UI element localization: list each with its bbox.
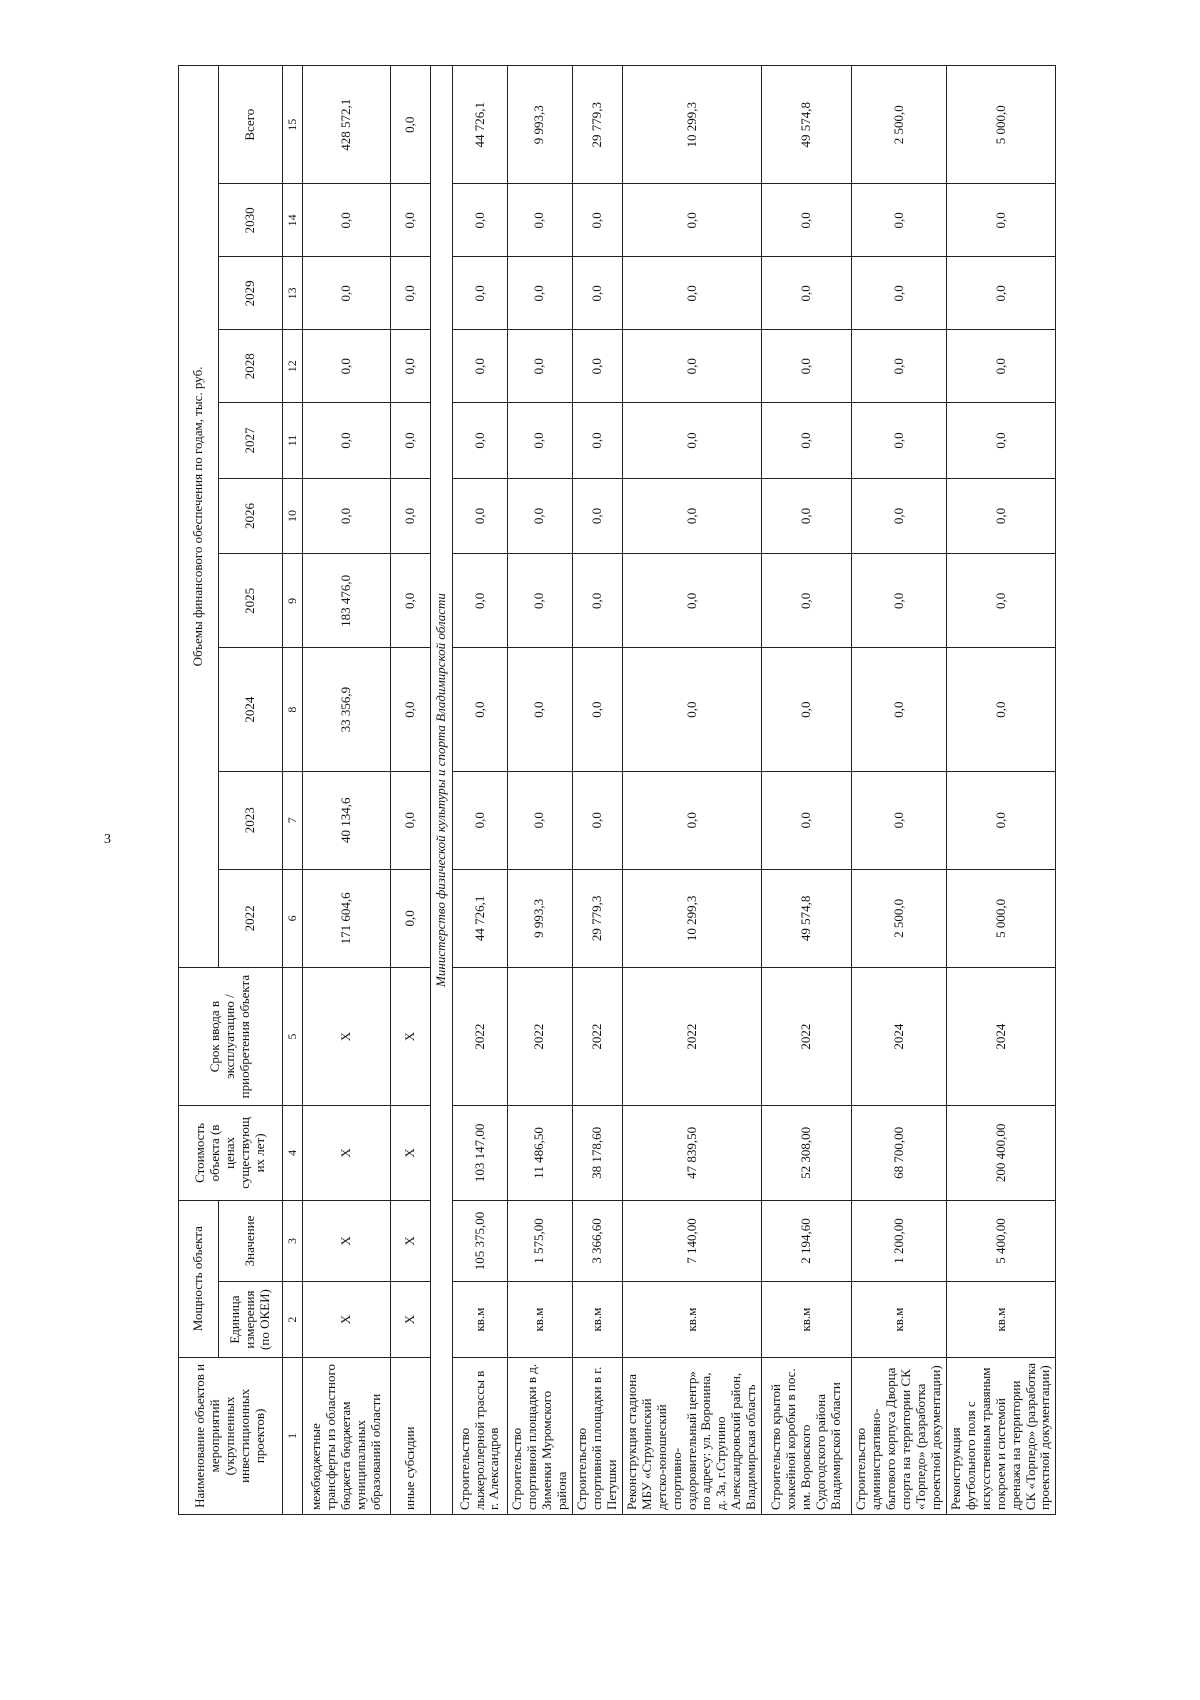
row-year-value: 0,0	[572, 403, 622, 478]
col-number: 14	[283, 184, 303, 257]
row-year-value: 0,0	[762, 554, 852, 648]
row-year-value: 0,0	[303, 184, 391, 257]
row-value: Х	[303, 1200, 391, 1282]
table-row	[852, 66, 947, 1515]
row-total: 9 993,3	[508, 66, 573, 184]
row-year-value: 0,0	[946, 403, 1056, 478]
row-year-value: 0,0	[622, 403, 761, 478]
section-title: Министерство физической культуры и спорта Владимирской области	[431, 66, 453, 1515]
col-number: 3	[283, 1200, 303, 1282]
row-total: 29 779,3	[572, 66, 622, 184]
row-year-value: 0,0	[391, 478, 431, 553]
row-unit: кв.м	[946, 1282, 1056, 1357]
col-number: 9	[283, 554, 303, 648]
row-term: 2022	[453, 967, 508, 1105]
row-year-value: 0,0	[852, 257, 947, 330]
row-year-value: 0,0	[303, 403, 391, 478]
col-number: 13	[283, 257, 303, 330]
row-year-value: 0,0	[852, 478, 947, 553]
row-name: Реконструкция стадиона МБУ «Струнинский детско-юношеский спортивно-оздоровительный центр» по адресу: ул. Воронина, д. 3а, г.Струнино Александровский район, Владимирская область	[622, 1357, 761, 1514]
row-name: Строительство спортивной площадки в д. Зименки Муромского района	[508, 1357, 573, 1514]
row-cost: 68 700,00	[852, 1106, 947, 1200]
table-row	[946, 66, 1056, 1515]
row-year-value: 0,0	[453, 771, 508, 869]
header-funding: Объемы финансового обеспечения по годам, тыс. руб.	[179, 66, 219, 968]
row-cost: Х	[391, 1106, 431, 1200]
row-cost: 52 308,00	[762, 1106, 852, 1200]
row-year-value: 0,0	[852, 330, 947, 403]
row-year-value: 10 299,3	[622, 869, 761, 967]
table-row	[622, 66, 761, 1515]
table-row	[572, 66, 622, 1515]
row-year-value: 0,0	[572, 648, 622, 771]
row-unit: кв.м	[622, 1282, 761, 1357]
row-value: Х	[391, 1200, 431, 1282]
table-row	[303, 66, 391, 1515]
row-year-value: 0,0	[391, 403, 431, 478]
row-value: 7 140,00	[622, 1200, 761, 1282]
row-year-value: 9 993,3	[508, 869, 573, 967]
row-cost: 38 178,60	[572, 1106, 622, 1200]
row-year-value: 0,0	[453, 184, 508, 257]
row-year-value: 0,0	[391, 554, 431, 648]
row-name: Строительство административно-бытового корпуса Дворца спорта на территории СК «Торпедо» (разработка проектной документации)	[852, 1357, 947, 1514]
row-year-value: 0,0	[762, 478, 852, 553]
col-number: 12	[283, 330, 303, 403]
row-year-value: 0,0	[453, 403, 508, 478]
row-unit: Х	[391, 1282, 431, 1357]
row-year-value: 0,0	[391, 257, 431, 330]
row-unit: Х	[303, 1282, 391, 1357]
table-row	[453, 66, 508, 1515]
row-year-value: 0,0	[622, 648, 761, 771]
row-cost: 47 839,50	[622, 1106, 761, 1200]
header-year: 2027	[219, 403, 283, 478]
row-year-value: 0,0	[852, 403, 947, 478]
row-year-value: 40 134,6	[303, 771, 391, 869]
row-year-value: 0,0	[762, 771, 852, 869]
row-total: 44 726,1	[453, 66, 508, 184]
financing-table	[178, 65, 1056, 1515]
row-year-value: 0,0	[852, 771, 947, 869]
row-name: Реконструкция футбольного поля с искусственным травяным покроем и системой дренажа на территории СК «Торпедо» (разработка проектной документации)	[946, 1357, 1056, 1514]
row-year-value: 0,0	[453, 257, 508, 330]
row-year-value: 0,0	[508, 257, 573, 330]
row-year-value: 0,0	[508, 403, 573, 478]
row-term: 2022	[572, 967, 622, 1105]
row-unit: кв.м	[572, 1282, 622, 1357]
row-year-value: 0,0	[946, 771, 1056, 869]
row-year-value: 0,0	[946, 184, 1056, 257]
row-total: 49 574,8	[762, 66, 852, 184]
row-year-value: 171 604,6	[303, 869, 391, 967]
row-term: 2024	[946, 967, 1056, 1105]
rotated-table-wrapper	[178, 65, 1053, 1515]
col-number: 6	[283, 869, 303, 967]
header-capacity: Мощность объекта	[179, 1200, 219, 1357]
row-year-value: 0,0	[852, 184, 947, 257]
row-year-value: 0,0	[572, 184, 622, 257]
row-year-value: 0,0	[946, 257, 1056, 330]
row-year-value: 0,0	[303, 257, 391, 330]
row-year-value: 29 779,3	[572, 869, 622, 967]
row-year-value: 0,0	[946, 554, 1056, 648]
row-year-value: 0,0	[852, 554, 947, 648]
row-year-value: 183 476,0	[303, 554, 391, 648]
row-year-value: 0,0	[622, 554, 761, 648]
row-year-value: 0,0	[391, 330, 431, 403]
row-value: 5 400,00	[946, 1200, 1056, 1282]
header-value: Значение	[219, 1200, 283, 1282]
header-year: 2028	[219, 330, 283, 403]
row-year-value: 0,0	[946, 478, 1056, 553]
row-name: Строительство крытой хоккейной коробки в пос. им. Воровского Судогодского района Владимирской области	[762, 1357, 852, 1514]
row-year-value: 0,0	[762, 184, 852, 257]
row-term: 2022	[762, 967, 852, 1105]
row-cost: Х	[303, 1106, 391, 1200]
row-value: 3 366,60	[572, 1200, 622, 1282]
col-number: 10	[283, 478, 303, 553]
row-year-value: 0,0	[508, 554, 573, 648]
row-year-value: 49 574,8	[762, 869, 852, 967]
row-year-value: 0,0	[622, 257, 761, 330]
row-year-value: 0,0	[572, 478, 622, 553]
row-year-value: 0,0	[622, 184, 761, 257]
header-year: 2029	[219, 257, 283, 330]
row-year-value: 0,0	[622, 478, 761, 553]
row-total: 428 572,1	[303, 66, 391, 184]
header-year: 2025	[219, 554, 283, 648]
col-number: 5	[283, 967, 303, 1105]
header-year: 2022	[219, 869, 283, 967]
row-value: 2 194,60	[762, 1200, 852, 1282]
header-year: 2023	[219, 771, 283, 869]
row-term: Х	[391, 967, 431, 1105]
row-year-value: 0,0	[572, 554, 622, 648]
col-number: 11	[283, 403, 303, 478]
row-unit: кв.м	[453, 1282, 508, 1357]
header-total: Всего	[219, 66, 283, 184]
row-year-value: 0,0	[572, 257, 622, 330]
row-year-value: 0,0	[946, 330, 1056, 403]
row-name: иные субсидии	[391, 1357, 431, 1514]
row-year-value: 0,0	[622, 330, 761, 403]
row-value: 1 575,00	[508, 1200, 573, 1282]
row-year-value: 0,0	[762, 403, 852, 478]
row-name: межбюджетные трансферты из областного бюджета бюджетам муниципальных образований области	[303, 1357, 391, 1514]
header-year: 2030	[219, 184, 283, 257]
col-number: 8	[283, 648, 303, 771]
header-term: Срок ввода в эксплуатацию / приобретения объекта	[179, 967, 283, 1105]
table-row	[508, 66, 573, 1515]
row-year-value: 0,0	[572, 330, 622, 403]
row-unit: кв.м	[762, 1282, 852, 1357]
row-year-value: 0,0	[303, 330, 391, 403]
row-term: 2022	[622, 967, 761, 1105]
row-cost: 103 147,00	[453, 1106, 508, 1200]
row-year-value: 0,0	[391, 184, 431, 257]
row-year-value: 0,0	[508, 184, 573, 257]
row-year-value: 0,0	[453, 648, 508, 771]
header-cost: Стоимость объекта (в ценах существующ их лет)	[179, 1106, 283, 1200]
row-year-value: 2 500,0	[852, 869, 947, 967]
row-name: Строительство лыжероллерной трассы в г. Александров	[453, 1357, 508, 1514]
row-year-value: 0,0	[508, 771, 573, 869]
row-year-value: 0,0	[852, 648, 947, 771]
col-number: 7	[283, 771, 303, 869]
row-year-value: 0,0	[508, 648, 573, 771]
row-year-value: 0,0	[508, 478, 573, 553]
row-year-value: 0,0	[946, 648, 1056, 771]
row-value: 1 200,00	[852, 1200, 947, 1282]
row-year-value: 5 000,0	[946, 869, 1056, 967]
row-year-value: 0,0	[303, 478, 391, 553]
row-year-value: 0,0	[762, 330, 852, 403]
row-cost: 11 486,50	[508, 1106, 573, 1200]
row-term: 2022	[508, 967, 573, 1105]
row-year-value: 0,0	[622, 771, 761, 869]
row-term: 2024	[852, 967, 947, 1105]
row-total: 10 299,3	[622, 66, 761, 184]
col-number: 4	[283, 1106, 303, 1200]
row-year-value: 0,0	[453, 330, 508, 403]
page-number: 3	[104, 832, 111, 847]
row-total: 0,0	[391, 66, 431, 184]
row-year-value: 33 356,9	[303, 648, 391, 771]
col-number: 2	[283, 1282, 303, 1357]
row-total: 5 000,0	[946, 66, 1056, 184]
row-unit: кв.м	[508, 1282, 573, 1357]
header-year: 2026	[219, 478, 283, 553]
row-name: Строительство спортивной площадки в г. Петушки	[572, 1357, 622, 1514]
col-number: 1	[283, 1357, 303, 1514]
header-name: Наименование объектов и мероприятий (укрупненных инвестиционных проектов)	[179, 1357, 283, 1514]
row-year-value: 0,0	[453, 554, 508, 648]
row-unit: кв.м	[852, 1282, 947, 1357]
row-year-value: 0,0	[572, 771, 622, 869]
row-year-value: 0,0	[762, 257, 852, 330]
header-year: 2024	[219, 648, 283, 771]
row-year-value: 0,0	[391, 869, 431, 967]
table-row	[391, 66, 431, 1515]
row-year-value: 0,0	[453, 478, 508, 553]
row-year-value: 44 726,1	[453, 869, 508, 967]
header-unit: Единица измерения (по ОКЕИ)	[219, 1282, 283, 1357]
row-term: Х	[303, 967, 391, 1105]
row-year-value: 0,0	[508, 330, 573, 403]
row-year-value: 0,0	[391, 771, 431, 869]
row-year-value: 0,0	[391, 648, 431, 771]
row-total: 2 500,0	[852, 66, 947, 184]
row-cost: 200 400,00	[946, 1106, 1056, 1200]
table-row	[762, 66, 852, 1515]
row-value: 105 375,00	[453, 1200, 508, 1282]
row-year-value: 0,0	[762, 648, 852, 771]
col-number: 15	[283, 66, 303, 184]
